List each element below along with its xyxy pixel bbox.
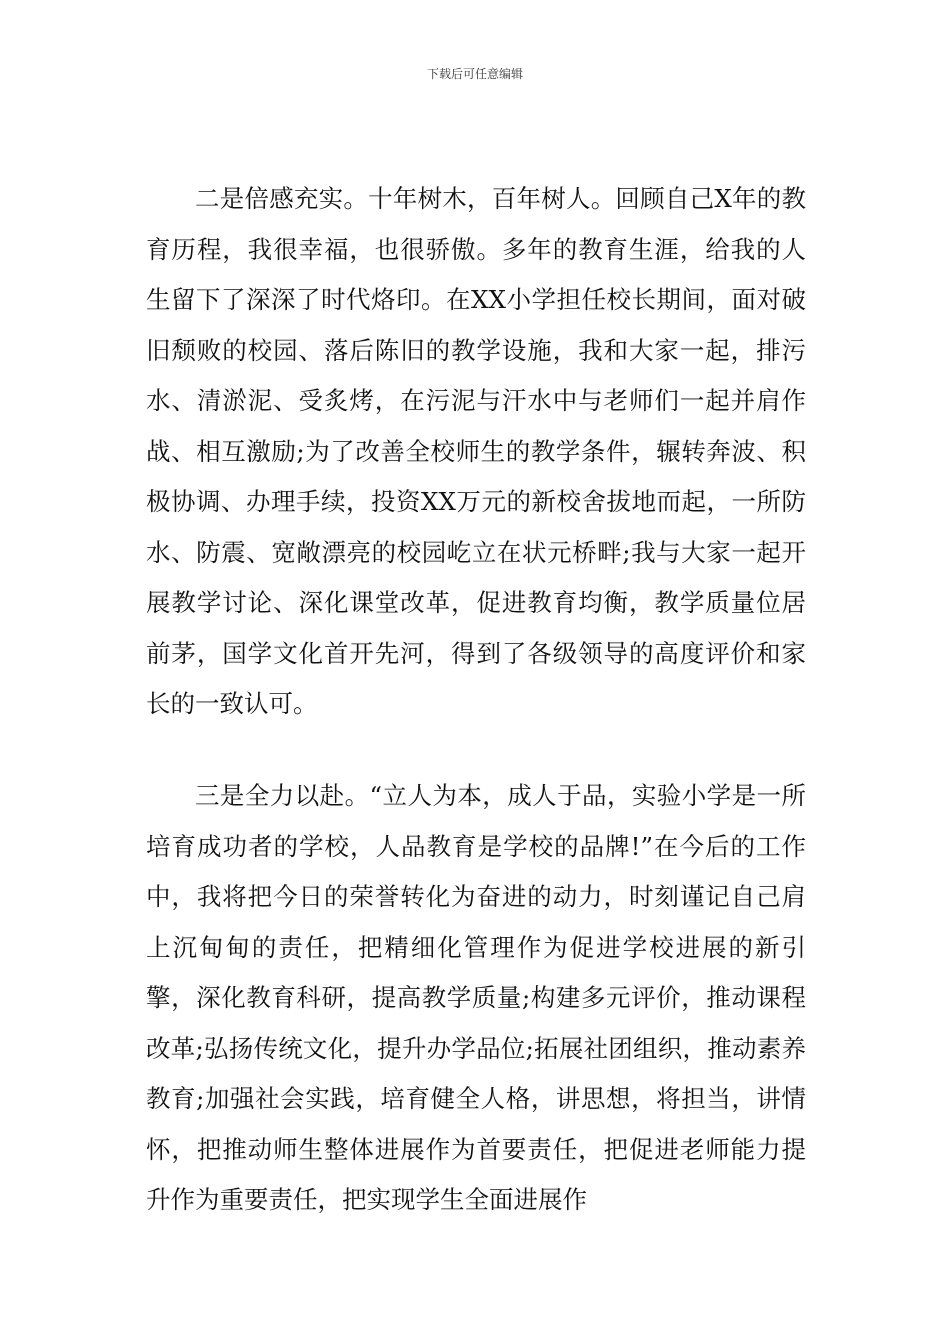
paragraph-2: 三是全力以赴。“立人为本，成人于品，实验小学是一所培育成功者的学校，人品教育是学校的品牌!”在今后的工作中，我将把今日的荣誉转化为奋进的动力，时刻谨记自己肩上沉甸甸的责任，把精细化管理作为促进学校进展的新引擎，深化教育科研，提高教学质量;构建多元评价，推动课程改革;弘扬传统文化，提升办学品位;拓展社团组织，推动素养教育;加强社会实践，培育健全人格，讲思想，将担当，讲情怀，把推动师生整体进展作为首要责任，把促进老师能力提升作为重要责任，把实现学生全面进展作 — [146, 781, 806, 1214]
paragraph-1: 二是倍感充实。十年树木，百年树人。回顾自己X年的教育历程，我很幸福，也很骄傲。多年的教育生涯，给我的人生留下了深深了时代烙印。在XX小学担任校长期间，面对破旧颓败的校园、落后陈旧的教学设施，我和大家一起，排污水、清淤泥、受炙烤，在污泥与汗水中与老师们一起并肩作战、相互激励;为了改善全校师生的教学条件，辗转奔波、积极协调、办理手续，投资XX万元的新校舍拔地而起，一所防水、防震、宽敞漂亮的校园屹立在状元桥畔;我与大家一起开展教学讨论、深化课堂改革，促进教育均衡，教学质量位居前茅，国学文化首开先河，得到了各级领导的高度评价和家长的一致认可。 — [146, 184, 806, 718]
header-note: 下载后可任意编辑 — [426, 67, 523, 81]
